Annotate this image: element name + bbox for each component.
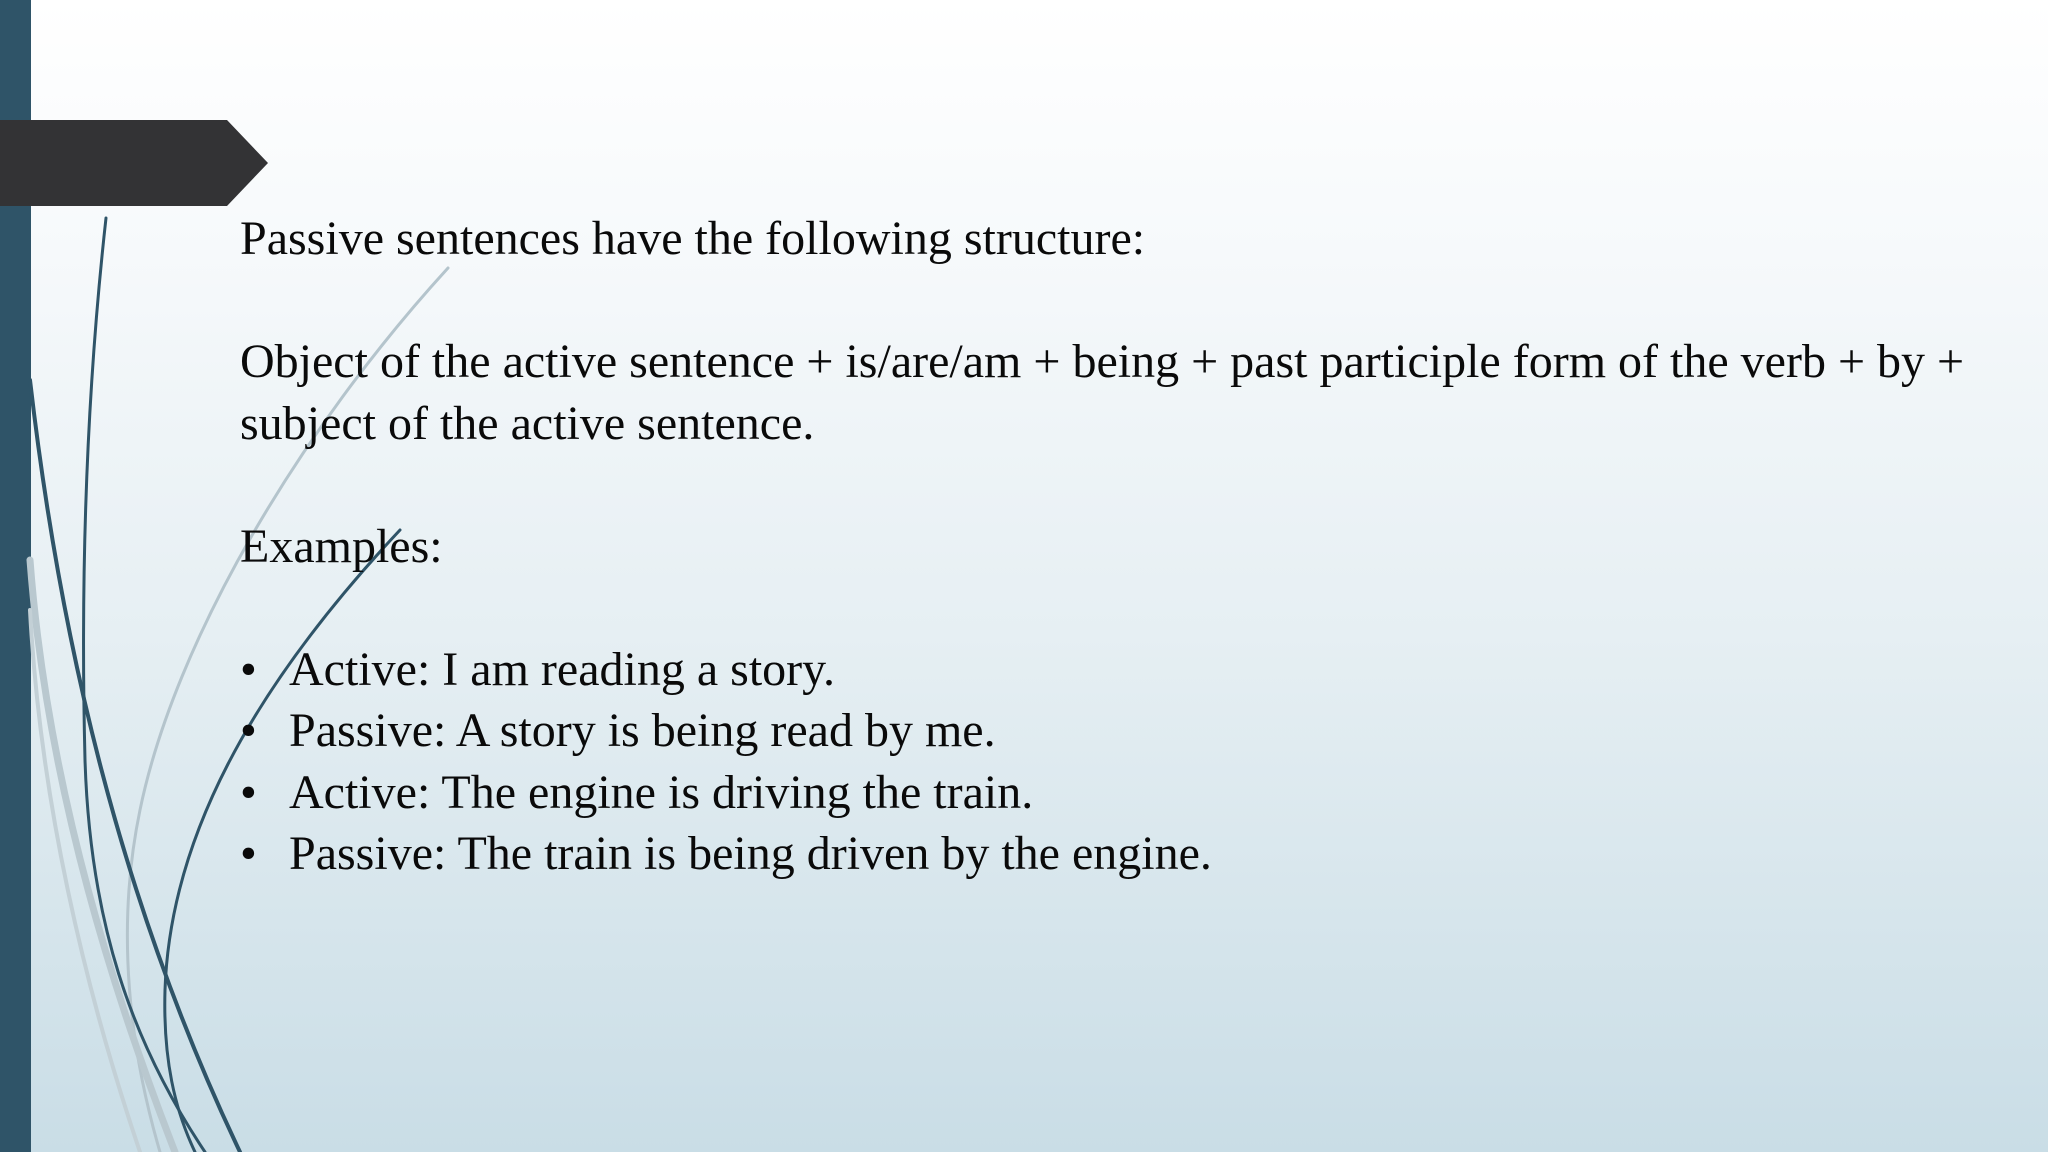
bullet-icon: • [240, 827, 257, 880]
example-text: Passive: The train is being driven by the engine. [289, 827, 1212, 880]
bullet-icon: • [240, 765, 257, 819]
examples-heading: Examples: [240, 519, 443, 573]
list-item [240, 762, 1980, 824]
slide-body [240, 208, 1980, 885]
spacer [240, 270, 1980, 332]
list-item [240, 639, 1980, 701]
bullet-icon: • [240, 704, 257, 757]
title-arrow-banner [0, 120, 268, 206]
example-text: Active: The engine is driving the train. [289, 765, 1034, 819]
intro-text: Passive sentences have the following structure: [240, 212, 1146, 265]
bullet-icon: • [240, 642, 257, 696]
examples-list [240, 639, 1980, 885]
spacer [240, 454, 1980, 516]
list-item [240, 823, 1980, 885]
example-text: Active: I am reading a story. [289, 642, 836, 696]
dark-curve-1 [84, 218, 205, 1152]
example-text: Passive: A story is being read by me. [289, 704, 996, 757]
structure-text: Object of the active sentence + is/are/am + being + past participle form of the verb + by + subject of the active sentence. [240, 335, 1965, 450]
list-item [240, 700, 1980, 762]
spacer [240, 577, 1980, 639]
